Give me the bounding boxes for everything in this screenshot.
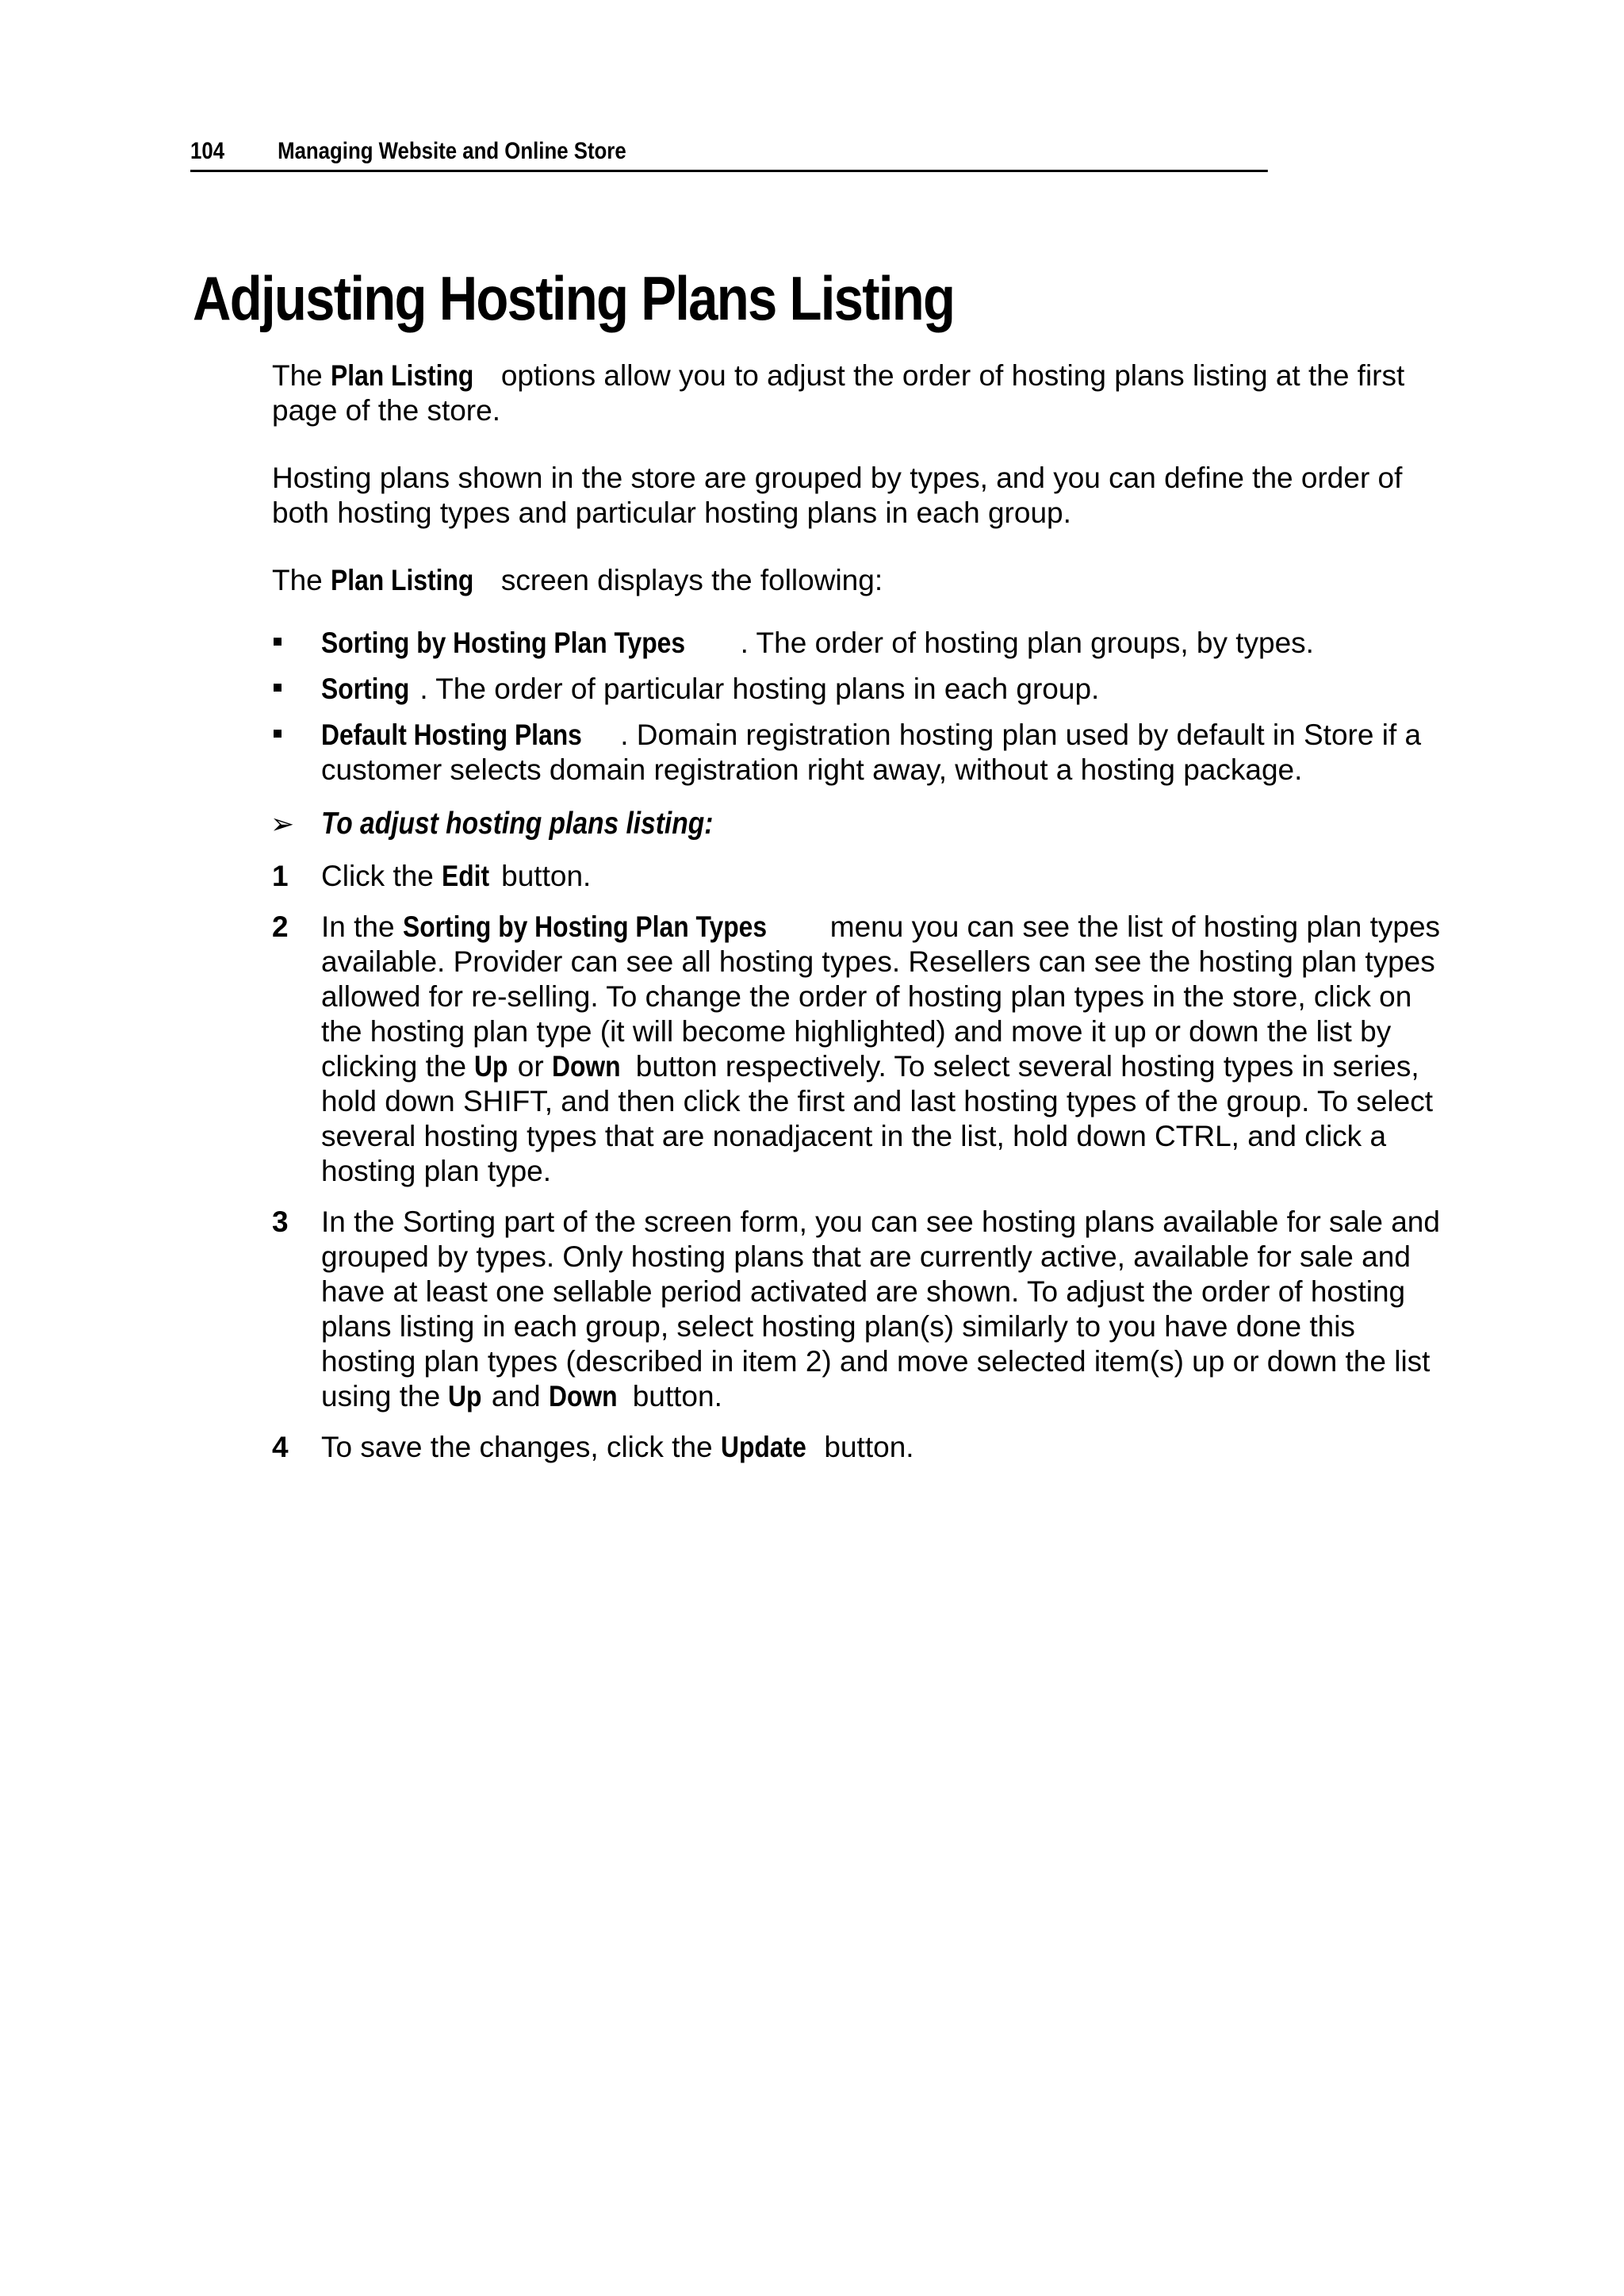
intro-paragraph-3 [272, 563, 1450, 598]
running-title: Managing Website and Online Store [278, 138, 626, 164]
list-item-text: . The order of hosting plan groups, by types. [740, 627, 1314, 659]
step-number: 1 [272, 860, 289, 892]
keyword-plan-listing: Plan Listing [331, 359, 474, 392]
step-item [272, 1430, 1450, 1465]
text-run: button respectively. To select several hosting types in series, hold down SHIFT, and then click the first and last hosting types of the group. To select several hosting types that are nonadjacent in the list, hold down CTRL, and click a hosting plan type. [321, 1050, 1433, 1187]
list-item-text: . Domain registration hosting plan used by default in Store if a customer selects domain registration right away, without a hosting package. [321, 719, 1422, 786]
section-title: Adjusting Hosting Plans Listing [193, 263, 955, 333]
step-number: 3 [272, 1205, 289, 1238]
text-run: screen displays the following: [492, 564, 883, 596]
square-bullet-icon [274, 638, 282, 646]
square-bullet-icon [274, 730, 282, 738]
keyword-plan-listing: Plan Listing [331, 564, 474, 596]
keyword-update: Update [720, 1431, 806, 1463]
list-item-keyword: Sorting [321, 673, 410, 705]
procedure-title: To adjust hosting plans listing: [321, 807, 714, 841]
square-bullet-icon [274, 684, 282, 692]
text-run: button. [624, 1380, 722, 1412]
text-run: The [272, 564, 331, 596]
step-item [272, 1205, 1450, 1414]
intro-paragraph-1 [272, 358, 1450, 428]
text-run: Click the [321, 860, 442, 892]
list-item-keyword: Default Hosting Plans [321, 719, 582, 751]
list-item [272, 718, 1450, 788]
running-header [190, 133, 1268, 172]
page-number: 104 [190, 138, 225, 164]
list-item-text: . The order of particular hosting plans in each group. [419, 673, 1100, 705]
keyword-up: Up [474, 1050, 508, 1083]
text-run: To save the changes, click the [321, 1431, 721, 1463]
steps-list [272, 859, 1450, 1465]
keyword-down: Down [548, 1380, 618, 1412]
text-run: The [272, 359, 331, 392]
keyword-edit: Edit [442, 860, 490, 892]
list-item-keyword: Sorting by Hosting Plan Types [321, 627, 686, 659]
step-item [272, 910, 1450, 1189]
text-run: options allow you to adjust the order of hosting plans listing at the first page of the store. [272, 359, 1405, 427]
keyword-down: Down [551, 1050, 621, 1083]
intro-paragraph-2: Hosting plans shown in the store are grouped by types, and you can define the order of both hosting types and particular hosting plans in each group. [272, 462, 1403, 529]
step-number: 4 [272, 1431, 289, 1463]
feature-list [272, 626, 1450, 788]
text-run: or [509, 1050, 552, 1083]
procedure-heading [272, 807, 1450, 841]
text-run: menu you can see the list of hosting plan types available. Provider can see all hosting types. Resellers can see the hosting plan types allowed for re-selling. To change the order of hosting plan types in the store, click on the hosting plan type (it will become highlighted) and move it up or down the list by clicking the [321, 910, 1441, 1083]
arrow-icon: ➢ [270, 807, 295, 840]
list-item [272, 672, 1450, 707]
step-item [272, 859, 1450, 894]
text-run: In the [321, 910, 403, 943]
step-number: 2 [272, 910, 289, 943]
text-run: In the Sorting part of the screen form, you can see hosting plans available for sale and grouped by types. Only hosting plans that are currently active, available for sale and have at least one sellable period activated are shown. To adjust the order of hosting plans listing in each group, select hosting plan(s) similarly to you have done this hosting plan types (described in item 2) and move selected item(s) up or down the list using the [321, 1205, 1440, 1412]
body-text [272, 358, 1450, 1481]
keyword-sorting-by-hosting-plan-types: Sorting by Hosting Plan Types [402, 910, 767, 943]
keyword-up: Up [448, 1380, 482, 1412]
text-run: button. [492, 860, 592, 892]
text-run: and [483, 1380, 549, 1412]
list-item [272, 626, 1450, 661]
text-run: button. [816, 1431, 914, 1463]
